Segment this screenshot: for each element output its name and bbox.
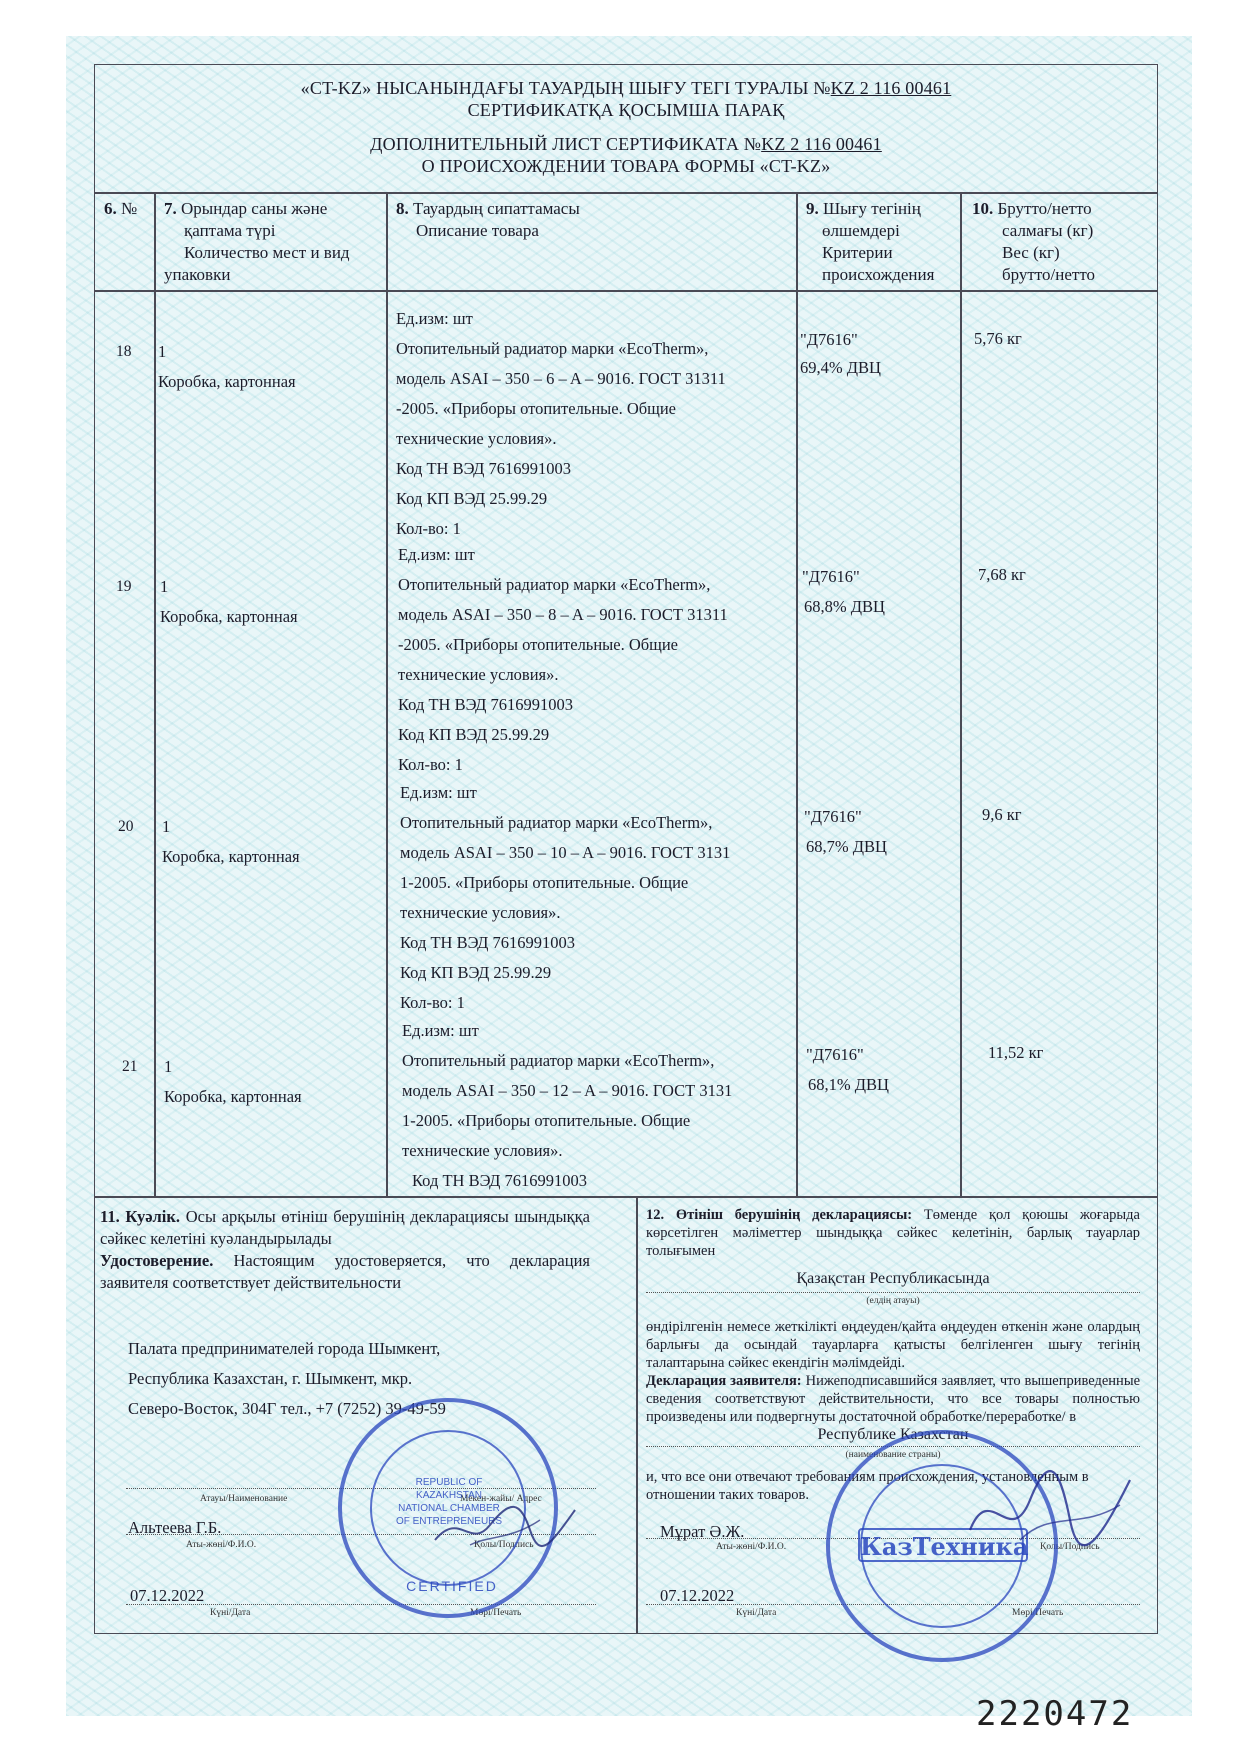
company-seal-stamp: КазТехника — [826, 1430, 1058, 1662]
col-header-6: 6. № — [104, 199, 138, 218]
row-21-criteria: "Д7616" 68,1% ДВЦ — [806, 1045, 889, 1094]
col-divider-2 — [386, 192, 388, 1196]
table-bottom-divider — [94, 1196, 1158, 1198]
header-ru-line1: ДОПОЛНИТЕЛЬНЫЙ ЛИСТ СЕРТИФИКАТА №KZ 2 116 00461 — [370, 134, 882, 154]
header-kz-line1: «CT-KZ» НЫСАНЫНДАҒЫ ТАУАРДЫҢ ШЫҒУ ТЕГІ ТУРАЛЫ №KZ 2 116 00461 — [300, 78, 952, 98]
row-20-number: 20 — [118, 818, 134, 835]
row-19-criteria: "Д7616" 68,8% ДВЦ — [802, 567, 885, 616]
column-header-divider — [94, 290, 1158, 292]
section-12-country-ru-caption: (наименование страны) — [845, 1450, 941, 1460]
row-21-packaging: Коробка, картонная — [164, 1087, 302, 1106]
section-11-fio-caption: Аты-жөні/Ф.И.О. — [186, 1540, 257, 1550]
section-11-name-caption: Атауы/Наименование — [200, 1494, 288, 1504]
section-11-address-caption: Мекен-жайы/ Адрес — [460, 1494, 542, 1504]
row-19-qty: 1 — [160, 577, 169, 596]
row-18-description: Ед.изм: шт Отопительный радиатор марки «EcoTherm», модель ASAI – 350 – 6 – A – 9016. ГОСТ 31311 -2005. «Приборы отопительные. Общие технические условия». Код ТН ВЭД 7616991003 Код КП ВЭД 25.99.29 Кол-во: 1 — [396, 309, 726, 538]
section-11-date-line — [126, 1604, 596, 1605]
section-12-sign-caption: Қолы/Подпись — [1040, 1542, 1100, 1552]
col-divider-1 — [154, 192, 156, 1196]
row-18-qty: 1 — [158, 342, 167, 361]
declarant-signature — [960, 1470, 1140, 1560]
serial-number: 2220472 — [976, 1694, 1134, 1734]
section-11-sign-caption: Қолы/Подпись — [474, 1540, 534, 1550]
section-11-signer: Альтеева Г.Б. — [128, 1518, 222, 1537]
row-20-qty: 1 — [162, 817, 171, 836]
row-20-description: Ед.изм: шт Отопительный радиатор марки «EcoTherm», модель ASAI – 350 – 10 – A – 9016. ГОСТ 3131 1-2005. «Приборы отопительные. Общие технические условия». Код ТН ВЭД 7616991003 Код КП ВЭД 25.99.29 Кол-во: 1 — [400, 783, 731, 1012]
col-divider-3 — [796, 192, 798, 1196]
section-12-country-kz: Қазақстан Республикасында — [796, 1270, 990, 1287]
header-kz-line2: СЕРТИФИКАТҚА ҚОСЫМША ПАРАҚ — [467, 100, 785, 120]
row-18-number: 18 — [116, 343, 132, 360]
row-21-qty: 1 — [164, 1057, 173, 1076]
row-21-number: 21 — [122, 1058, 138, 1075]
section-12-seal-caption: Мөрі/Печать — [1012, 1608, 1064, 1618]
col-header-7: 7. Орындар саны және қаптама түрі Количество мест и вид упаковки — [164, 199, 350, 284]
section-12-signer: Мұрат Ә.Ж. — [660, 1522, 745, 1541]
section-12-country-kz-line — [646, 1292, 1140, 1293]
section-11-date: 07.12.2022 — [130, 1586, 205, 1605]
section-11-certification: 11. Куәлік. Осы арқылы өтініш берушінің декларациясы шындыққа сәйкес келетіні куәландырылады Удостоверение. Настоящим удостоверяется, что декларация заявителя соответствует действительности — [100, 1207, 590, 1292]
chamber-seal-stamp: REPUBLIC OF KAZAKHSTAN NATIONAL CHAMBER OF ENTREPRENEURS CERTIFIED — [338, 1398, 558, 1618]
row-20-weight: 9,6 кг — [982, 805, 1022, 824]
row-19-description: Ед.изм: шт Отопительный радиатор марки «EcoTherm», модель ASAI – 350 – 8 – A – 9016. ГОСТ 31311 -2005. «Приборы отопительные. Общие технические условия». Код ТН ВЭД 7616991003 Код КП ВЭД 25.99.29 Кол-во: 1 — [398, 545, 728, 774]
row-19-number: 19 — [116, 578, 132, 595]
row-20-packaging: Коробка, картонная — [162, 847, 300, 866]
section-12-date: 07.12.2022 — [660, 1586, 735, 1605]
header-divider — [94, 192, 1158, 194]
section-12-declaration-ru: өндірілгенін немесе жеткілікті өңдеуден/қайта өңдеуден өткенін және олардың барлығы да осындай тауарларға қатысты белгіленген шығу тегінің талаптарына сәйкес екендігін мәлімдейді. Декларация заявителя: Нижеподписавшийся заявляет, что вышеприведенные сведения соответствуют действительности, что все товары полностью произведены или подвергнуты достаточной обработке/переработке/ в — [646, 1319, 1140, 1425]
section-12-declaration-kz: 12. Өтініш берушінің декларациясы: Төменде қол қоюшы жоғарыда көрсетілген мәліметтер шындыққа сәйкес келетінін, барлық тауарлар толығымен — [646, 1207, 1140, 1259]
row-19-weight: 7,68 кг — [978, 565, 1026, 584]
col-header-10: 10. Брутто/нетто салмағы (кг) Вес (кг) брутто/нетто — [972, 199, 1096, 284]
row-18-weight: 5,76 кг — [974, 329, 1022, 348]
section-11-date-caption: Күні/Дата — [210, 1608, 251, 1618]
section-12-date-caption: Күні/Дата — [736, 1608, 777, 1618]
section-11-organization: Палата предпринимателей города Шымкент, Республика Казахстан, г. Шымкент, мкр. Северо-Восток, 304Г тел., +7 (7252) 39-49-59 — [128, 1339, 446, 1418]
chamber-signature — [430, 1490, 580, 1560]
row-21-weight: 11,52 кг — [988, 1043, 1044, 1062]
col-header-9: 9. Шығу тегінің өлшемдері Критерии происхождения — [806, 199, 935, 284]
row-18-packaging: Коробка, картонная — [158, 372, 296, 391]
row-19-packaging: Коробка, картонная — [160, 607, 298, 626]
col-divider-4 — [960, 192, 962, 1196]
bottom-section-divider — [636, 1196, 638, 1634]
header-ru-line2: О ПРОИСХОЖДЕНИИ ТОВАРА ФОРМЫ «CT-KZ» — [421, 156, 831, 176]
row-18-criteria: "Д7616" 69,4% ДВЦ — [800, 330, 881, 377]
row-21-description: Ед.изм: шт Отопительный радиатор марки «EcoTherm», модель ASAI – 350 – 12 – A – 9016. ГОСТ 3131 1-2005. «Приборы отопительные. Общие технические условия». Код ТН ВЭД 7616991003 — [402, 1021, 733, 1190]
row-20-criteria: "Д7616" 68,7% ДВЦ — [804, 807, 887, 856]
section-12-country-ru: Республике Казахстан — [817, 1426, 969, 1443]
section-11-seal-caption: Мөрі/Печать — [470, 1608, 522, 1618]
section-12-fio-caption: Аты-жөні/Ф.И.О. — [716, 1542, 787, 1552]
section-12-compliance: и, что все они отвечают требованиям происхождения, установленным в отношении таких товаров. — [646, 1469, 1089, 1503]
col-header-8: 8. Тауардың сипаттамасы Описание товара — [396, 199, 580, 240]
section-12-country-kz-caption: (елдің атауы) — [866, 1296, 920, 1306]
